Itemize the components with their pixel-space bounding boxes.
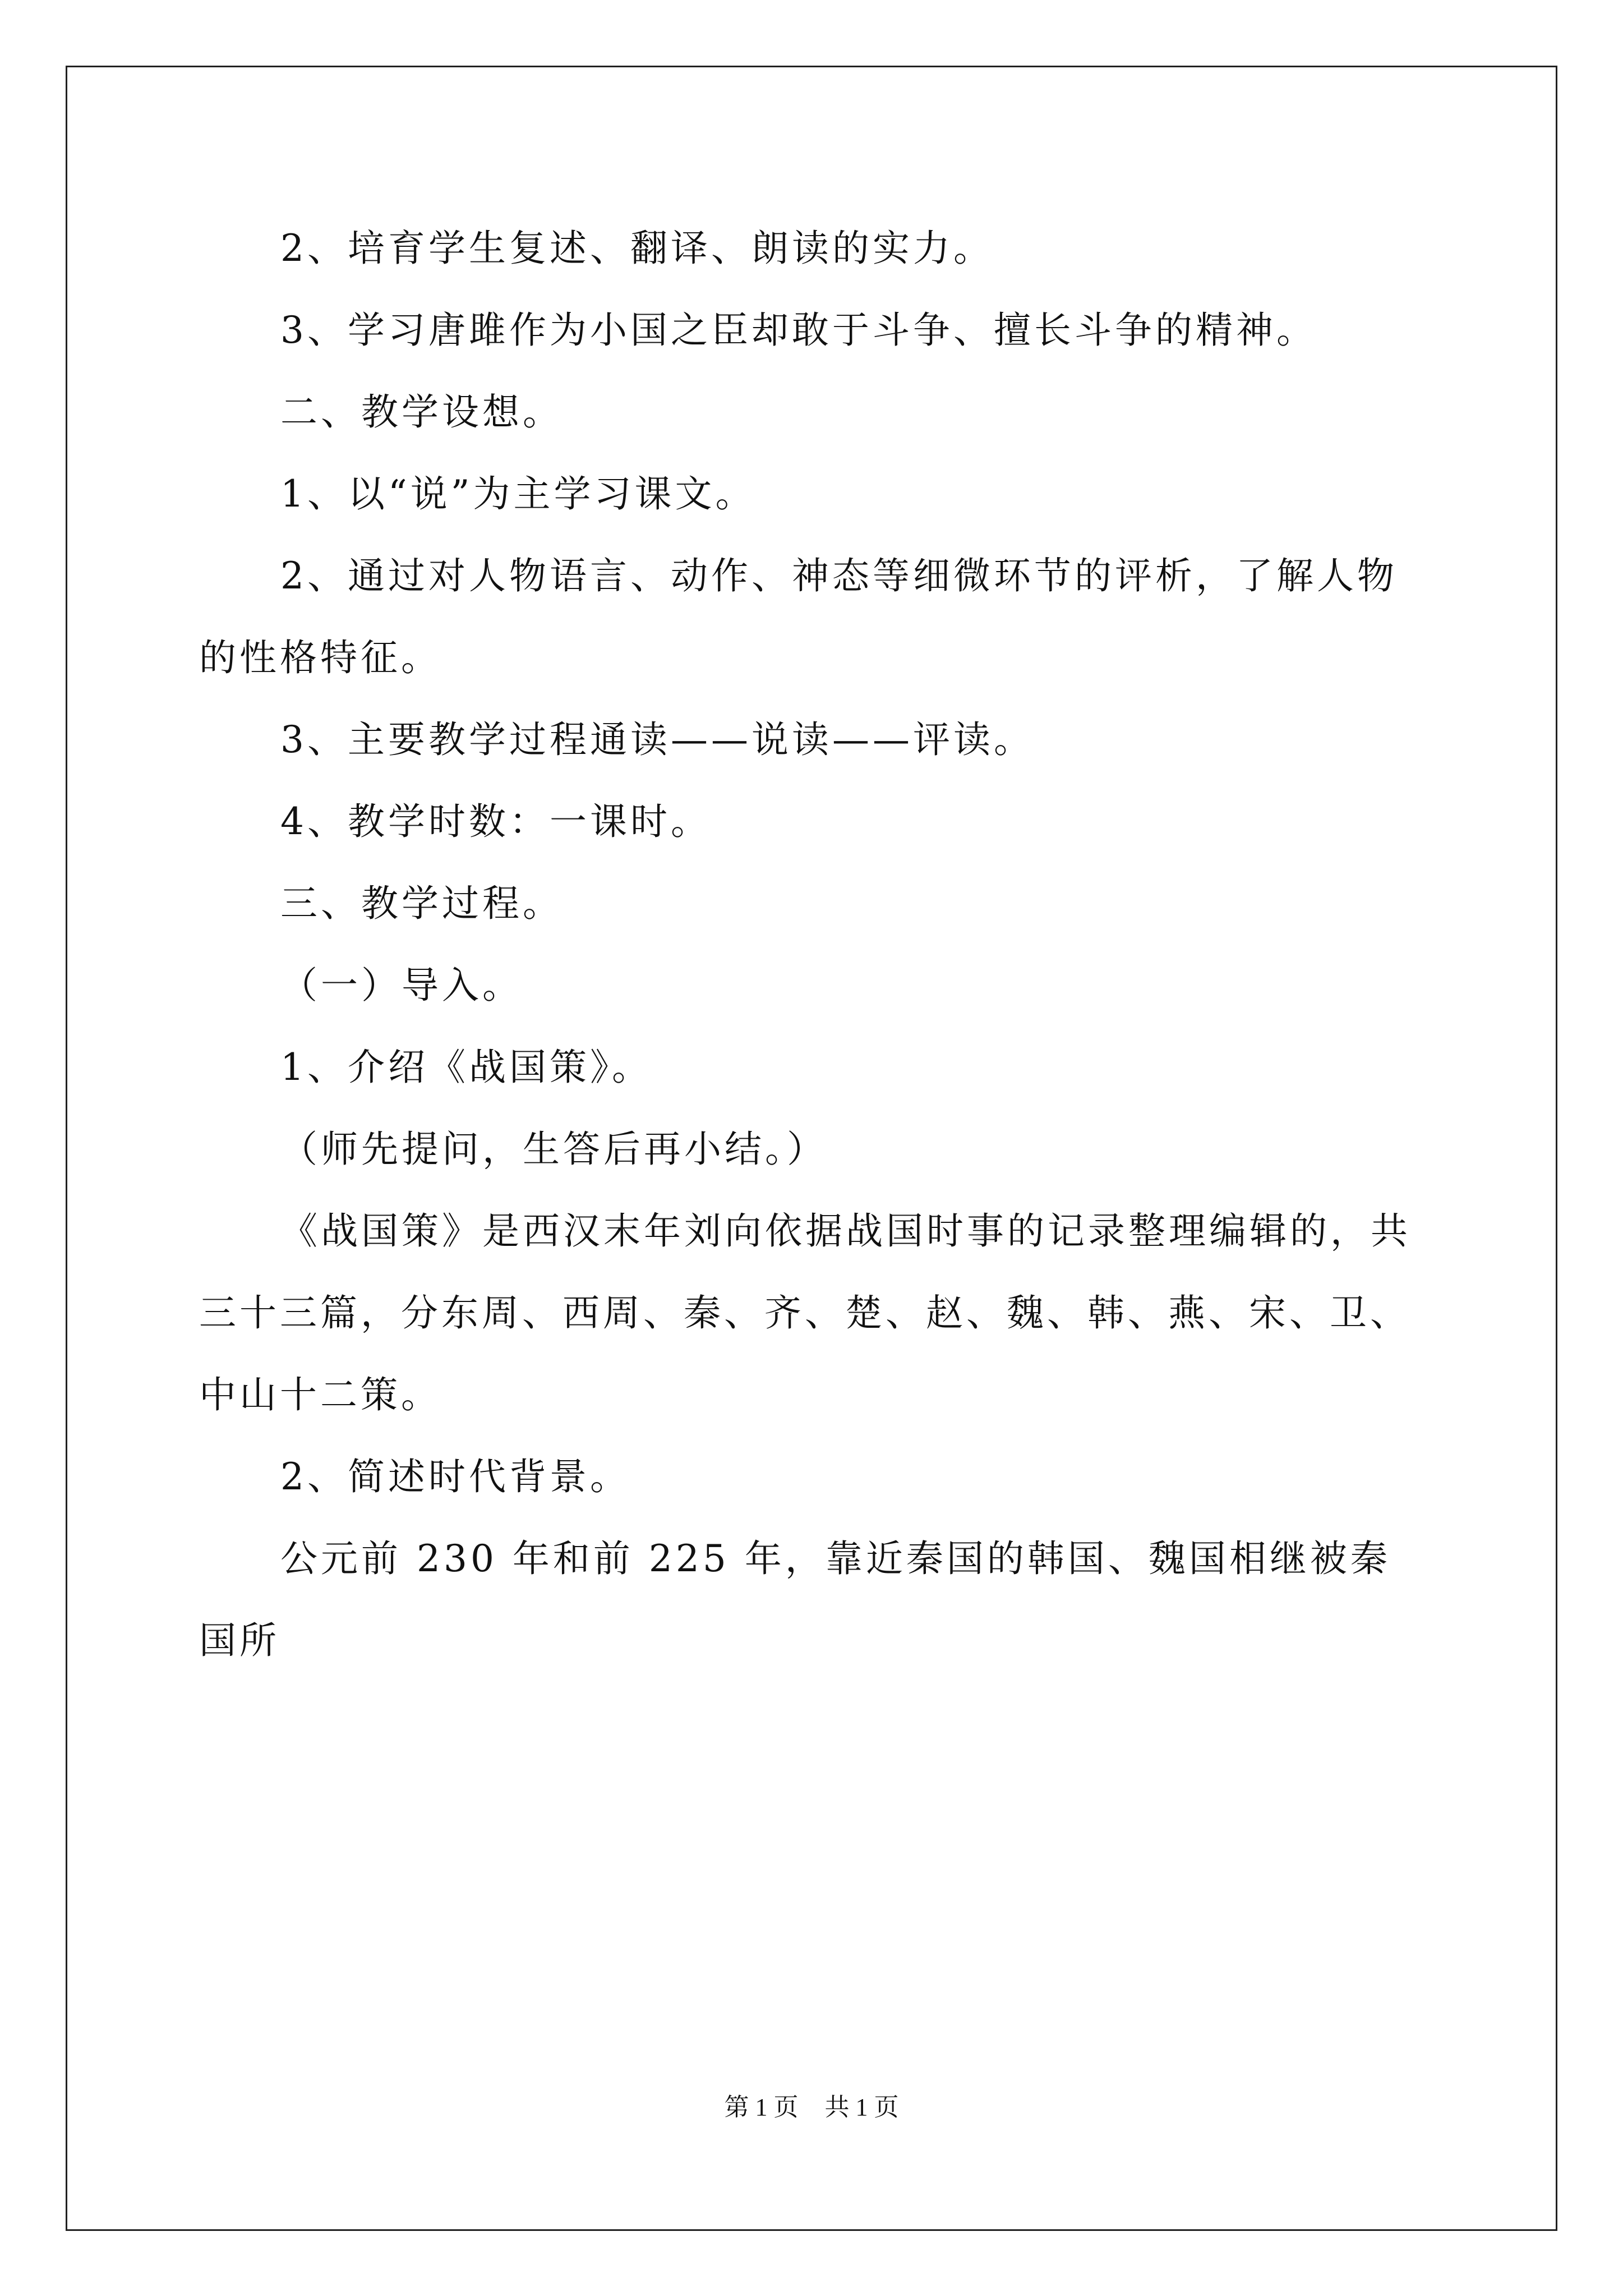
paragraph: 公元前 230 年和前 225 年，靠近秦国的韩国、魏国相继被秦国所 xyxy=(199,1537,1391,1662)
page-total: 共 1 页 xyxy=(824,2093,899,2121)
document-body xyxy=(199,208,1422,1682)
paragraph: 4、教学时数：一课时。 xyxy=(280,800,711,843)
page-number: 第 1 页 xyxy=(724,2093,799,2121)
section-heading: 二、教学设想。 xyxy=(280,390,563,434)
paragraph: 1、以“说”为主学习课文。 xyxy=(280,472,756,516)
paragraph: 3、主要教学过程通读——说读——评读。 xyxy=(280,718,1034,761)
page-footer xyxy=(0,2087,1623,2123)
paragraph: 2、简述时代背景。 xyxy=(280,1455,630,1498)
paragraph: 3、学习唐雎作为小国之臣却敢于斗争、擅长斗争的精神。 xyxy=(280,309,1317,352)
subsection-heading: （一）导入。 xyxy=(280,964,523,1007)
paragraph: 《战国策》是西汉末年刘向依据战国时事的记录整理编辑的，共三十三篇，分东周、西周、秦、齐、楚、赵、魏、韩、燕、宋、卫、中山十二策。 xyxy=(199,1209,1411,1416)
paragraph: （师先提问，生答后再小结。） xyxy=(280,1128,827,1171)
paragraph: 2、培育学生复述、翻译、朗读的实力。 xyxy=(280,227,994,270)
paragraph: 1、介绍《战国策》。 xyxy=(280,1046,652,1089)
section-heading: 三、教学过程。 xyxy=(280,882,563,925)
paragraph: 2、通过对人物语言、动作、神态等细微环节的评析，了解人物的性格特征。 xyxy=(199,554,1398,679)
